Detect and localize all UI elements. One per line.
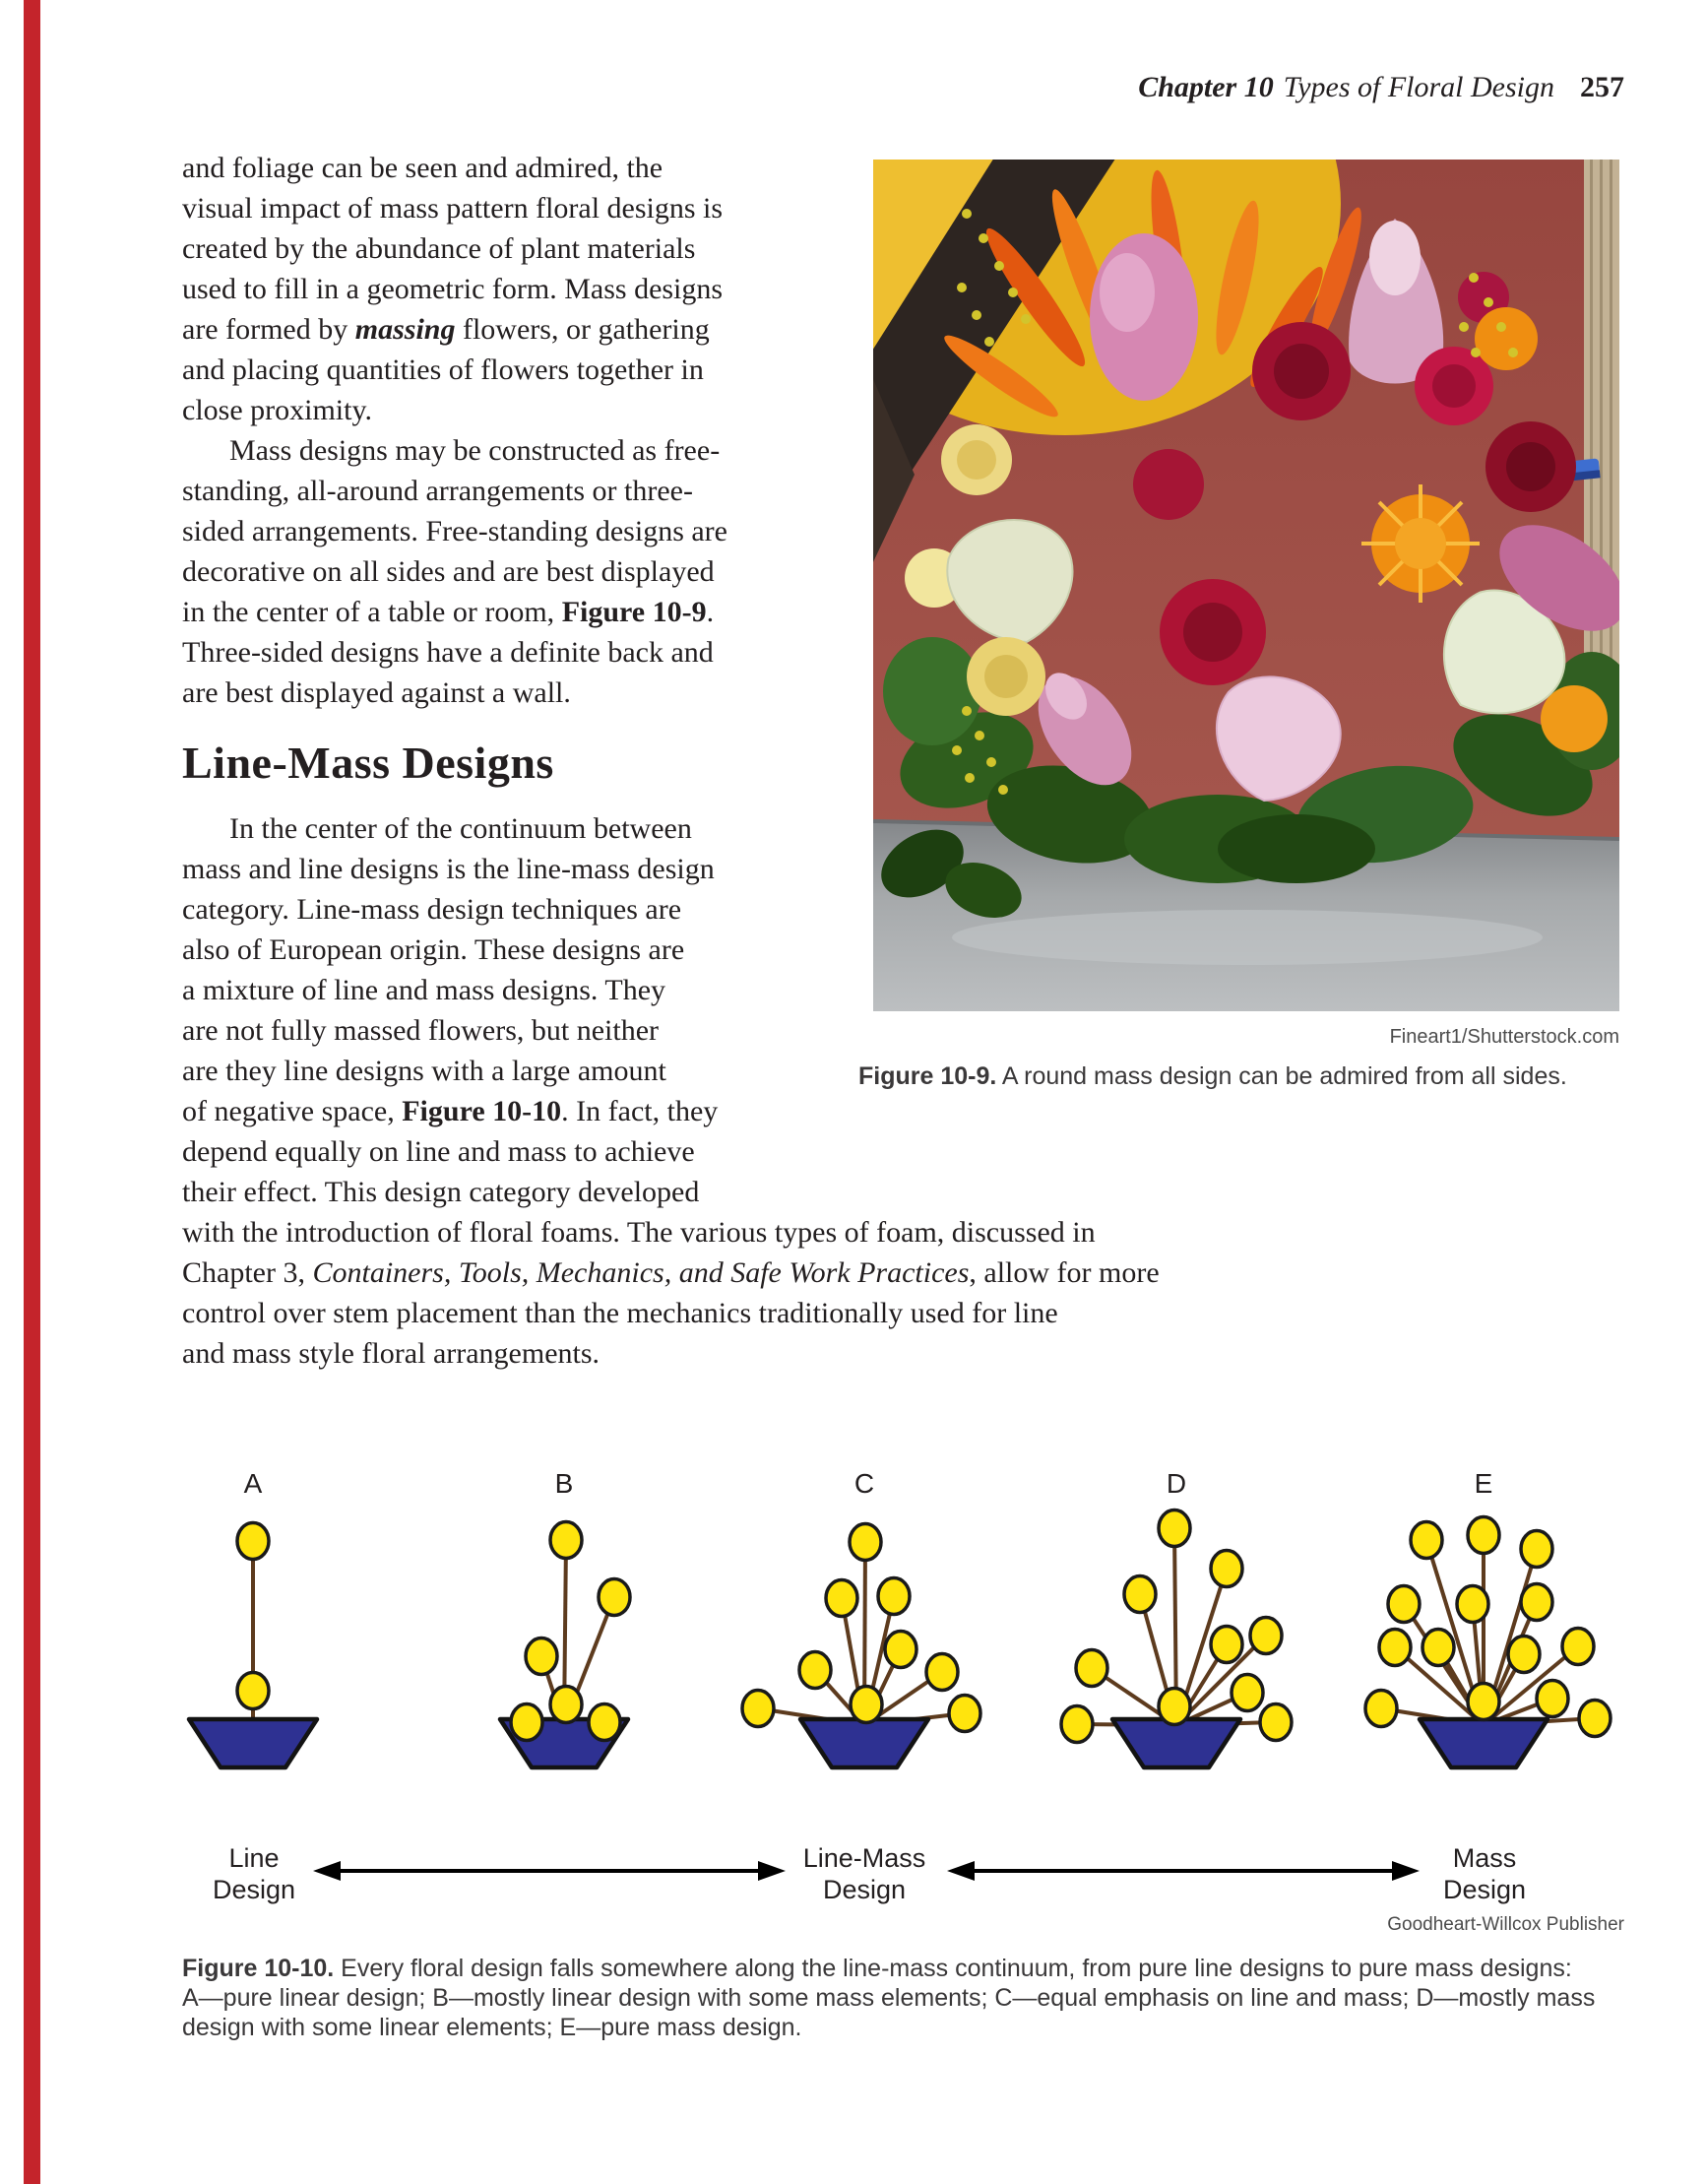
text-line: decorative on all sides and are best displayed xyxy=(182,555,715,588)
text-line: created by the abundance of plant materials xyxy=(182,232,696,265)
flower-circle xyxy=(1422,1630,1454,1666)
continuum-label: Line xyxy=(228,1843,280,1873)
flower-circle xyxy=(1579,1701,1611,1737)
figure-10-10-caption xyxy=(182,1954,1595,2042)
text-line: also of European origin. These designs are xyxy=(182,933,685,966)
text-line: with the introduction of floral foams. The various types of foam, discussed in xyxy=(182,1216,1096,1249)
flower-circle xyxy=(1468,1684,1499,1720)
flower-circle xyxy=(885,1632,916,1668)
text-line: are best displayed against a wall. xyxy=(182,676,571,709)
text-line: and mass style floral arrangements. xyxy=(182,1337,600,1370)
figure-10-9-caption xyxy=(858,1061,1567,1091)
flower-circle xyxy=(1211,1627,1242,1663)
text-line: of negative space, Figure 10-10. In fact, they xyxy=(182,1095,719,1127)
diagram-letter: A xyxy=(243,1468,263,1499)
flower-circle xyxy=(949,1696,980,1732)
continuum-label: Design xyxy=(212,1875,296,1904)
vase xyxy=(1420,1719,1548,1767)
text-line: category. Line-mass design techniques are xyxy=(182,893,682,926)
flower-circle xyxy=(1365,1691,1397,1727)
text-line: control over stem placement than the mechanics traditionally used for line xyxy=(182,1297,1058,1329)
header-chapter-title: Types of Floral Design xyxy=(1283,71,1554,103)
text-line: standing, all-around arrangements or three- xyxy=(182,475,693,507)
section-heading: Line-Mass Designs xyxy=(182,738,554,788)
header-chapter: Chapter 10 xyxy=(1138,71,1274,103)
flower-circle xyxy=(550,1522,582,1559)
continuum-label: Design xyxy=(1442,1875,1527,1904)
flower-circle xyxy=(826,1580,857,1617)
text-line: In the center of the continuum between xyxy=(229,812,692,845)
text-line: their effect. This design category developed xyxy=(182,1176,700,1208)
text-line: and foliage can be seen and admired, the xyxy=(182,152,663,184)
text-line: Figure 10-10. Every floral design falls somewhere along the line-mass continuum, from pure line designs to pure mass designs: xyxy=(182,1955,1572,1982)
figure-10-10-credit: Goodheart-Willcox Publisher xyxy=(1387,1914,1624,1935)
flower-circle xyxy=(1232,1675,1263,1711)
text-line: mass and line designs is the line-mass design xyxy=(182,853,715,885)
flower-circle xyxy=(1521,1531,1552,1568)
text-line: close proximity. xyxy=(182,394,373,426)
arrowhead-right xyxy=(1392,1861,1420,1881)
text-line: sided arrangements. Free-standing designs are xyxy=(182,515,727,547)
text-line: are they line designs with a large amount xyxy=(182,1055,666,1087)
text-line: used to fill in a geometric form. Mass designs xyxy=(182,273,724,305)
diagram-letter: D xyxy=(1166,1468,1187,1499)
text-line: Figure 10-9. A round mass design can be admired from all sides. xyxy=(858,1062,1567,1090)
flower-circle xyxy=(799,1652,831,1689)
continuum-label: Mass xyxy=(1452,1843,1517,1873)
vase xyxy=(1112,1719,1240,1767)
text-line: a mixture of line and mass designs. They xyxy=(182,974,666,1006)
text-line: in the center of a table or room, Figure 10-9. xyxy=(182,596,715,628)
flower-circle xyxy=(1379,1630,1411,1666)
flower-circle xyxy=(511,1704,542,1741)
arrowhead-left xyxy=(947,1861,975,1881)
flower-circle xyxy=(878,1578,910,1615)
text-line: Mass designs may be constructed as free- xyxy=(229,434,721,467)
flower-circle xyxy=(599,1579,630,1616)
diagram-letter: B xyxy=(554,1468,574,1499)
flower-circle xyxy=(1411,1522,1442,1559)
flower-circle xyxy=(589,1704,620,1741)
flower-circle xyxy=(550,1687,582,1723)
flower-circle xyxy=(1388,1586,1420,1623)
continuum-label: Design xyxy=(822,1875,907,1904)
text-line: are formed by massing flowers, or gathering xyxy=(182,313,710,346)
flower-circle xyxy=(1250,1618,1282,1654)
figure-10-9-photo xyxy=(873,160,1619,1011)
arrowhead-right xyxy=(758,1861,786,1881)
body-column-upper xyxy=(182,148,727,713)
body-column-lower xyxy=(182,808,718,1212)
flower-circle xyxy=(850,1524,881,1561)
arrowhead-left xyxy=(313,1861,341,1881)
flower-circle xyxy=(1537,1681,1568,1717)
vase xyxy=(189,1719,317,1767)
figure-10-10-diagram xyxy=(0,1428,1706,1940)
flower-circle xyxy=(926,1654,958,1691)
text-line: depend equally on line and mass to achieve xyxy=(182,1135,695,1168)
flower-circle xyxy=(851,1687,882,1723)
flower-circle xyxy=(237,1673,269,1709)
flower-circle xyxy=(1159,1510,1190,1547)
flower-circle xyxy=(742,1691,774,1727)
flower-circle xyxy=(1211,1551,1242,1587)
diagram-letter: E xyxy=(1474,1468,1493,1499)
text-line: design with some linear elements; E—pure mass design. xyxy=(182,2014,802,2041)
flower-circle xyxy=(1159,1689,1190,1725)
flower-circle xyxy=(1562,1629,1594,1665)
flower-arrangement-photo xyxy=(873,160,1619,1011)
text-line: visual impact of mass pattern floral designs is xyxy=(182,192,724,225)
flower-circle xyxy=(526,1638,557,1675)
flower-circle xyxy=(1468,1517,1499,1554)
flower-circle xyxy=(1124,1576,1156,1613)
flower-circle xyxy=(1076,1650,1107,1687)
text-line: A—pure linear design; B—mostly linear design with some mass elements; C—equal emphasis on line and mass; D—mostly mass xyxy=(182,1984,1596,2012)
flower-circle xyxy=(1508,1637,1540,1673)
flower-circle xyxy=(237,1523,269,1560)
continuum-label: Line-Mass xyxy=(802,1843,926,1873)
text-line: are not fully massed flowers, but neither xyxy=(182,1014,660,1047)
flower-circle xyxy=(1260,1704,1292,1741)
text-line: Three-sided designs have a definite back and xyxy=(182,636,714,669)
text-line: and placing quantities of flowers together in xyxy=(182,353,704,386)
header-page-number: 257 xyxy=(1580,71,1624,103)
text-line: Chapter 3, Containers, Tools, Mechanics, and Safe Work Practices, allow for more xyxy=(182,1256,1160,1289)
figure-10-9-credit: Fineart1/Shutterstock.com xyxy=(1389,1026,1619,1048)
vase xyxy=(800,1719,928,1767)
flower-circle xyxy=(1521,1584,1552,1621)
page-header xyxy=(1138,71,1624,104)
body-paragraph-wide xyxy=(182,1212,1160,1374)
flower-circle xyxy=(1061,1706,1093,1743)
diagram-letter: C xyxy=(853,1468,875,1499)
flower-circle xyxy=(1457,1586,1488,1623)
